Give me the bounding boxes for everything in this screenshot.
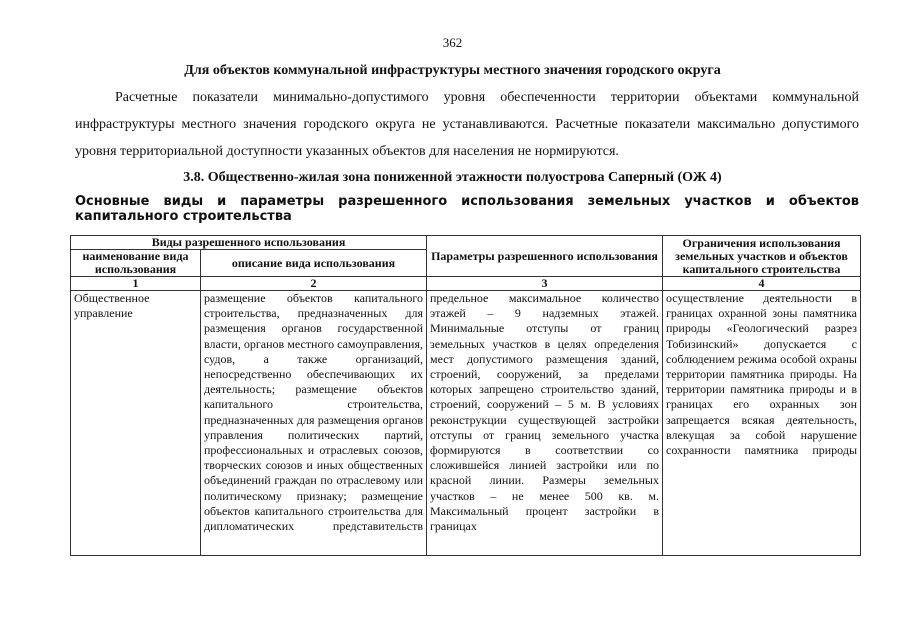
cell-text: осуществление деятельности в границах охранной зоны памятника природы «Геологический разрез Тобизинский» допускается с соблюдением режима особой охраны территории памятника природы. На территории памятника природы и в границах его охранных зон запрещается всякая деятельность, влекущая за собой нарушение сохранности памятника природы: [666, 291, 857, 458]
body-paragraph: Расчетные показатели минимально-допустимого уровня обеспеченности территории объектами коммунальной инфраструктуры местного значения городского округа не устанавливаются. Расчетные показатели максимально допустимого уровня территориальной доступности указанных объектов для населения не нормируются.: [75, 90, 859, 159]
cell-usage-name: [71, 291, 201, 556]
cell-text: Общественное управление: [74, 291, 150, 321]
cell-restrictions: [663, 291, 861, 556]
column-number: 2: [201, 277, 427, 291]
cell-text: размещение объектов капитального строительства, предназначенных для размещения органов государственной власти, органов местного самоуправления, судов, а также организаций, непосредственно обеспечивающих их деятельность; размещение объектов капитального строительства, предназначенных для размещения органов управления политических партий, профессиональных и отраслевых союзов, творческих союзов и иных общественных объединений граждан по отраслевому или политическому признаку; размещение объектов капитального строительства для дипломатических представительств: [204, 291, 423, 534]
subsection-heading: 3.8. Общественно-жилая зона пониженной этажности полуострова Саперный (ОЖ 4): [183, 170, 722, 185]
cell-usage-description: [201, 291, 427, 556]
header-usage-name: наименование вида использования: [71, 250, 201, 277]
section-heading: Для объектов коммунальной инфраструктуры местного значения городского округа: [184, 63, 721, 78]
header-restrictions: Ограничения использования земельных участков и объектов капитального строительства: [663, 236, 861, 277]
usage-table: [70, 235, 861, 556]
table-row: [71, 291, 861, 556]
cell-text: предельное максимальное количество этажей – 9 надземных этажей. Минимальные отступы от границ земельных участков в целях определения мест допустимого размещения зданий, строений, сооружений, за пределами которых запрещено строительство зданий, строений, сооружений – 5 м. В условиях реконструкции существующей застройки отступы от границ земельного участка формируются в соответствии со сложившейся линией застройки или по красной линии. Размеры земельных участков – не менее 500 кв. м. Максимальный процент застройки в границах: [430, 291, 659, 534]
page-number: 362: [442, 35, 463, 50]
header-usage-types: Виды разрешенного использования: [71, 236, 427, 250]
header-parameters: Параметры разрешенного использования: [427, 236, 663, 277]
table-title: Основные виды и параметры разрешенного использования земельных участков и объектов капитального строительства: [75, 194, 859, 224]
column-number: 1: [71, 277, 201, 291]
header-usage-description: описание вида использования: [201, 250, 427, 277]
column-number: 4: [663, 277, 861, 291]
cell-parameters: [427, 291, 663, 556]
column-number: 3: [427, 277, 663, 291]
